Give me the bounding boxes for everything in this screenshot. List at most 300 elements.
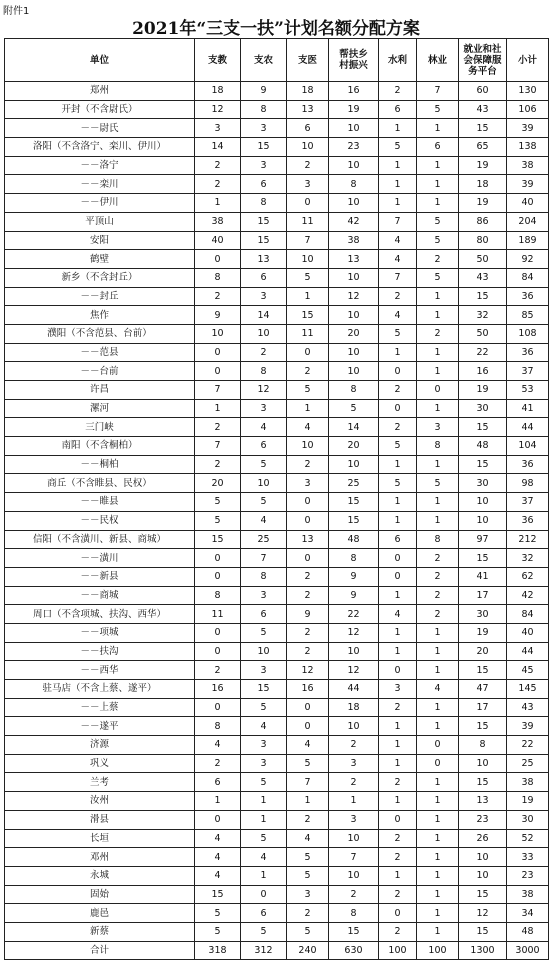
cell-unit: 济源 — [5, 736, 195, 755]
cell-value: 240 — [287, 941, 329, 960]
cell-value: 13 — [241, 250, 287, 269]
cell-unit: －－台前 — [5, 362, 195, 381]
cell-value: 1 — [379, 343, 417, 362]
table-row — [5, 82, 549, 101]
cell-value: 41 — [507, 399, 549, 418]
cell-value: 0 — [195, 623, 241, 642]
cell-value: 2 — [329, 885, 379, 904]
cell-value: 1 — [417, 792, 459, 811]
cell-value: 0 — [287, 493, 329, 512]
table-row — [5, 829, 549, 848]
header-forestry: 林业 — [417, 39, 459, 82]
cell-value: 7 — [379, 268, 417, 287]
cell-value: 1 — [417, 511, 459, 530]
cell-value: 23 — [507, 866, 549, 885]
cell-value: 25 — [329, 474, 379, 493]
table-row — [5, 586, 549, 605]
cell-value: 6 — [417, 138, 459, 157]
cell-value: 1 — [417, 119, 459, 138]
cell-value: 2 — [329, 773, 379, 792]
cell-unit: 巩义 — [5, 754, 195, 773]
cell-value: 5 — [241, 493, 287, 512]
cell-value: 2 — [287, 904, 329, 923]
cell-value: 6 — [241, 904, 287, 923]
header-rural-revitalization-label: 帮扶乡村振兴 — [339, 49, 368, 71]
cell-value: 9 — [287, 605, 329, 624]
cell-value: 4 — [195, 848, 241, 867]
cell-value: 5 — [195, 511, 241, 530]
cell-value: 2 — [241, 343, 287, 362]
cell-value: 1 — [379, 493, 417, 512]
cell-value: 30 — [459, 474, 507, 493]
cell-value: 1 — [417, 810, 459, 829]
cell-value: 104 — [507, 437, 549, 456]
header-water: 水利 — [379, 39, 417, 82]
header-employment-platform — [459, 39, 507, 82]
cell-value: 3 — [241, 399, 287, 418]
cell-value: 19 — [459, 623, 507, 642]
cell-value: 11 — [287, 324, 329, 343]
cell-value: 6 — [241, 437, 287, 456]
cell-value: 4 — [195, 866, 241, 885]
cell-value: 92 — [507, 250, 549, 269]
cell-value: 108 — [507, 324, 549, 343]
cell-value: 3 — [287, 474, 329, 493]
cell-value: 9 — [195, 306, 241, 325]
cell-value: 0 — [417, 736, 459, 755]
header-agriculture: 支农 — [241, 39, 287, 82]
table-row — [5, 362, 549, 381]
cell-value: 15 — [459, 418, 507, 437]
cell-value: 44 — [507, 642, 549, 661]
cell-value: 0 — [195, 343, 241, 362]
cell-unit: 洛阳（不含洛宁、栾川、伊川） — [5, 138, 195, 157]
cell-value: 1 — [417, 455, 459, 474]
cell-value: 40 — [195, 231, 241, 250]
table-row — [5, 754, 549, 773]
cell-value: 13 — [287, 100, 329, 119]
cell-value: 10 — [329, 455, 379, 474]
cell-value: 6 — [241, 175, 287, 194]
cell-value: 8 — [329, 175, 379, 194]
cell-value: 84 — [507, 268, 549, 287]
cell-value: 10 — [241, 474, 287, 493]
cell-value: 34 — [507, 904, 549, 923]
header-teaching: 支教 — [195, 39, 241, 82]
cell-value: 44 — [329, 680, 379, 699]
cell-value: 0 — [287, 194, 329, 213]
cell-value: 48 — [329, 530, 379, 549]
cell-value: 19 — [329, 100, 379, 119]
cell-value: 42 — [329, 212, 379, 231]
cell-unit: －－桐柏 — [5, 455, 195, 474]
cell-value: 36 — [507, 511, 549, 530]
annex-label: 附件1 — [3, 6, 30, 17]
cell-value: 3 — [195, 119, 241, 138]
cell-value: 0 — [195, 362, 241, 381]
cell-value: 47 — [459, 680, 507, 699]
total-row — [5, 941, 549, 960]
cell-value: 7 — [241, 549, 287, 568]
cell-unit: －－睢县 — [5, 493, 195, 512]
cell-value: 84 — [507, 605, 549, 624]
cell-value: 0 — [287, 549, 329, 568]
cell-value: 15 — [459, 773, 507, 792]
cell-value: 10 — [329, 156, 379, 175]
cell-value: 2 — [379, 885, 417, 904]
table-row — [5, 623, 549, 642]
cell-value: 38 — [195, 212, 241, 231]
cell-value: 3 — [379, 680, 417, 699]
cell-value: 3 — [329, 810, 379, 829]
cell-value: 2 — [329, 736, 379, 755]
cell-value: 1 — [417, 717, 459, 736]
cell-unit: 固始 — [5, 885, 195, 904]
header-unit: 单位 — [5, 39, 195, 82]
cell-value: 1 — [417, 922, 459, 941]
cell-value: 2 — [417, 605, 459, 624]
cell-value: 4 — [379, 231, 417, 250]
cell-value: 16 — [459, 362, 507, 381]
table-row — [5, 493, 549, 512]
cell-value: 25 — [241, 530, 287, 549]
cell-value: 20 — [329, 437, 379, 456]
table-row — [5, 250, 549, 269]
cell-value: 1 — [417, 306, 459, 325]
cell-value: 25 — [507, 754, 549, 773]
cell-value: 8 — [241, 567, 287, 586]
cell-value: 5 — [241, 773, 287, 792]
cell-value: 5 — [287, 866, 329, 885]
cell-value: 10 — [241, 642, 287, 661]
cell-unit: 漯河 — [5, 399, 195, 418]
cell-unit: －－上蔡 — [5, 698, 195, 717]
cell-value: 1 — [417, 904, 459, 923]
cell-value: 8 — [417, 530, 459, 549]
cell-value: 8 — [195, 717, 241, 736]
cell-value: 5 — [417, 474, 459, 493]
cell-value: 65 — [459, 138, 507, 157]
cell-value: 60 — [459, 82, 507, 101]
cell-value: 33 — [507, 848, 549, 867]
cell-value: 1 — [195, 194, 241, 213]
cell-value: 1 — [379, 119, 417, 138]
cell-unit: －－扶沟 — [5, 642, 195, 661]
table-row — [5, 698, 549, 717]
cell-unit: 濮阳（不含范县、台前） — [5, 324, 195, 343]
cell-value: 15 — [195, 885, 241, 904]
cell-value: 38 — [507, 156, 549, 175]
cell-value: 2 — [379, 922, 417, 941]
cell-value: 145 — [507, 680, 549, 699]
cell-value: 1 — [379, 642, 417, 661]
cell-value: 1 — [241, 810, 287, 829]
cell-value: 5 — [195, 493, 241, 512]
cell-value: 2 — [287, 810, 329, 829]
cell-value: 189 — [507, 231, 549, 250]
cell-value: 2 — [287, 642, 329, 661]
cell-value: 13 — [329, 250, 379, 269]
cell-value: 15 — [459, 885, 507, 904]
cell-value: 15 — [459, 717, 507, 736]
table-row — [5, 399, 549, 418]
cell-value: 14 — [195, 138, 241, 157]
cell-unit: 合计 — [5, 941, 195, 960]
cell-unit: 鹤壁 — [5, 250, 195, 269]
table-row — [5, 605, 549, 624]
cell-value: 5 — [379, 324, 417, 343]
cell-value: 4 — [241, 418, 287, 437]
cell-value: 15 — [459, 661, 507, 680]
cell-value: 43 — [459, 268, 507, 287]
cell-value: 5 — [287, 922, 329, 941]
cell-value: 7 — [379, 212, 417, 231]
cell-value: 17 — [459, 586, 507, 605]
cell-value: 4 — [241, 511, 287, 530]
cell-value: 16 — [195, 680, 241, 699]
header-rural-revitalization — [329, 39, 379, 82]
cell-value: 52 — [507, 829, 549, 848]
cell-value: 0 — [287, 511, 329, 530]
cell-unit: －－商城 — [5, 586, 195, 605]
cell-value: 2 — [379, 829, 417, 848]
cell-value: 13 — [287, 530, 329, 549]
cell-value: 37 — [507, 493, 549, 512]
cell-value: 30 — [459, 399, 507, 418]
page-title: 2021年“三支一扶”计划名额分配方案 — [132, 19, 420, 39]
cell-value: 10 — [329, 119, 379, 138]
cell-value: 22 — [459, 343, 507, 362]
cell-value: 38 — [507, 885, 549, 904]
cell-value: 15 — [195, 530, 241, 549]
cell-value: 3 — [241, 661, 287, 680]
cell-value: 14 — [241, 306, 287, 325]
cell-value: 2 — [195, 418, 241, 437]
cell-value: 0 — [195, 810, 241, 829]
cell-value: 30 — [459, 605, 507, 624]
cell-value: 86 — [459, 212, 507, 231]
cell-value: 0 — [195, 567, 241, 586]
cell-value: 2 — [195, 287, 241, 306]
cell-value: 10 — [329, 268, 379, 287]
cell-value: 0 — [195, 250, 241, 269]
cell-value: 5 — [241, 922, 287, 941]
table-row — [5, 642, 549, 661]
header-medical: 支医 — [287, 39, 329, 82]
table-row — [5, 773, 549, 792]
cell-value: 5 — [417, 268, 459, 287]
cell-value: 0 — [195, 549, 241, 568]
cell-value: 32 — [507, 549, 549, 568]
table-row — [5, 810, 549, 829]
cell-value: 8 — [241, 100, 287, 119]
cell-unit: 新乡（不含封丘） — [5, 268, 195, 287]
cell-value: 12 — [241, 381, 287, 400]
cell-value: 36 — [507, 343, 549, 362]
header-subtotal: 小计 — [507, 39, 549, 82]
cell-value: 1 — [241, 792, 287, 811]
table-row — [5, 119, 549, 138]
cell-value: 0 — [287, 717, 329, 736]
cell-value: 1 — [379, 511, 417, 530]
cell-value: 80 — [459, 231, 507, 250]
cell-value: 2 — [287, 586, 329, 605]
quota-table — [4, 38, 549, 960]
cell-value: 1 — [417, 829, 459, 848]
table-row — [5, 175, 549, 194]
cell-value: 1 — [417, 773, 459, 792]
cell-value: 4 — [195, 736, 241, 755]
cell-value: 2 — [287, 567, 329, 586]
cell-value: 4 — [195, 829, 241, 848]
table-row — [5, 661, 549, 680]
cell-value: 2 — [417, 549, 459, 568]
table-row — [5, 680, 549, 699]
cell-value: 23 — [459, 810, 507, 829]
cell-value: 19 — [459, 381, 507, 400]
cell-value: 100 — [379, 941, 417, 960]
cell-unit: 邓州 — [5, 848, 195, 867]
cell-value: 10 — [459, 511, 507, 530]
cell-unit: －－范县 — [5, 343, 195, 362]
cell-value: 1 — [417, 642, 459, 661]
table-row — [5, 885, 549, 904]
cell-value: 10 — [329, 829, 379, 848]
cell-value: 15 — [459, 549, 507, 568]
cell-value: 19 — [459, 156, 507, 175]
cell-value: 4 — [241, 717, 287, 736]
cell-value: 5 — [241, 455, 287, 474]
cell-value: 19 — [459, 194, 507, 213]
cell-value: 2 — [417, 250, 459, 269]
cell-value: 5 — [241, 623, 287, 642]
cell-value: 1 — [417, 362, 459, 381]
cell-value: 1 — [379, 792, 417, 811]
cell-value: 10 — [459, 866, 507, 885]
cell-value: 85 — [507, 306, 549, 325]
cell-value: 2 — [379, 381, 417, 400]
cell-unit: －－封丘 — [5, 287, 195, 306]
cell-value: 42 — [507, 586, 549, 605]
cell-value: 3 — [241, 754, 287, 773]
cell-value: 2 — [287, 623, 329, 642]
table-row — [5, 138, 549, 157]
table-row — [5, 343, 549, 362]
cell-value: 4 — [379, 250, 417, 269]
cell-value: 22 — [507, 736, 549, 755]
cell-value: 10 — [329, 343, 379, 362]
cell-value: 7 — [329, 848, 379, 867]
cell-value: 3 — [241, 287, 287, 306]
header-row — [5, 39, 549, 82]
cell-value: 10 — [329, 866, 379, 885]
cell-value: 8 — [417, 437, 459, 456]
cell-value: 10 — [329, 306, 379, 325]
cell-value: 1 — [287, 792, 329, 811]
cell-value: 6 — [379, 100, 417, 119]
cell-value: 44 — [507, 418, 549, 437]
table-row — [5, 530, 549, 549]
cell-value: 1 — [417, 885, 459, 904]
cell-value: 12 — [195, 100, 241, 119]
cell-value: 10 — [329, 194, 379, 213]
table-row — [5, 904, 549, 923]
table-row — [5, 511, 549, 530]
cell-value: 12 — [459, 904, 507, 923]
cell-value: 2 — [417, 567, 459, 586]
cell-unit: 兰考 — [5, 773, 195, 792]
cell-value: 2 — [287, 362, 329, 381]
cell-value: 0 — [241, 885, 287, 904]
cell-value: 10 — [287, 437, 329, 456]
cell-value: 14 — [329, 418, 379, 437]
cell-value: 5 — [379, 138, 417, 157]
table-row — [5, 156, 549, 175]
cell-value: 97 — [459, 530, 507, 549]
cell-value: 18 — [329, 698, 379, 717]
cell-value: 7 — [195, 381, 241, 400]
cell-value: 1 — [379, 455, 417, 474]
cell-value: 0 — [379, 399, 417, 418]
cell-value: 8 — [329, 381, 379, 400]
cell-value: 312 — [241, 941, 287, 960]
cell-value: 38 — [329, 231, 379, 250]
cell-value: 2 — [195, 156, 241, 175]
cell-value: 11 — [287, 212, 329, 231]
cell-value: 2 — [195, 455, 241, 474]
cell-value: 39 — [507, 717, 549, 736]
cell-unit: 安阳 — [5, 231, 195, 250]
cell-value: 1 — [379, 194, 417, 213]
cell-value: 7 — [287, 231, 329, 250]
cell-value: 48 — [459, 437, 507, 456]
cell-value: 11 — [195, 605, 241, 624]
cell-value: 6 — [379, 530, 417, 549]
cell-value: 5 — [241, 698, 287, 717]
table-row — [5, 567, 549, 586]
table-row — [5, 418, 549, 437]
cell-value: 39 — [507, 119, 549, 138]
cell-value: 1 — [417, 399, 459, 418]
cell-value: 8 — [195, 586, 241, 605]
cell-value: 2 — [379, 848, 417, 867]
cell-value: 18 — [459, 175, 507, 194]
cell-value: 4 — [417, 680, 459, 699]
cell-value: 15 — [241, 680, 287, 699]
cell-unit: 永城 — [5, 866, 195, 885]
cell-value: 10 — [195, 324, 241, 343]
cell-unit: －－项城 — [5, 623, 195, 642]
cell-value: 1 — [417, 661, 459, 680]
cell-value: 212 — [507, 530, 549, 549]
cell-value: 2 — [287, 455, 329, 474]
cell-value: 10 — [459, 848, 507, 867]
cell-value: 15 — [241, 231, 287, 250]
cell-value: 3 — [287, 885, 329, 904]
cell-unit: 许昌 — [5, 381, 195, 400]
cell-value: 5 — [241, 829, 287, 848]
cell-value: 3 — [241, 119, 287, 138]
cell-value: 37 — [507, 362, 549, 381]
cell-value: 43 — [507, 698, 549, 717]
cell-value: 1 — [379, 156, 417, 175]
table-row — [5, 848, 549, 867]
cell-value: 1 — [329, 792, 379, 811]
cell-value: 10 — [329, 717, 379, 736]
cell-value: 12 — [329, 623, 379, 642]
cell-value: 0 — [379, 549, 417, 568]
cell-value: 5 — [195, 922, 241, 941]
